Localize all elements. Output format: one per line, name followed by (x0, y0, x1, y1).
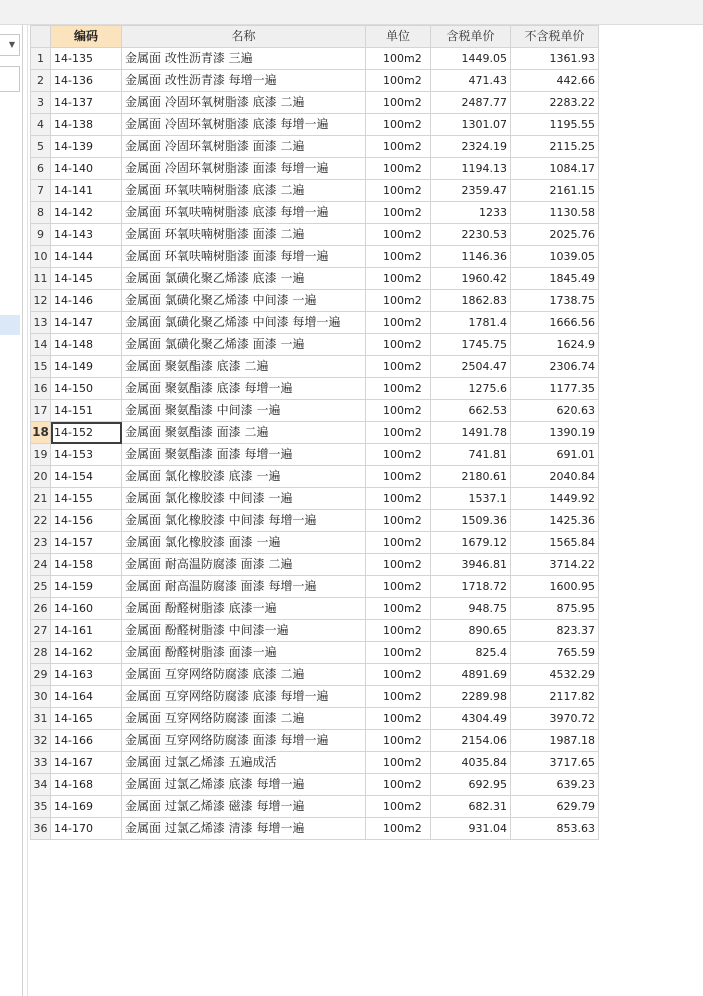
quota-grid (30, 25, 599, 840)
code-cell[interactable]: 14-170 (51, 818, 122, 840)
table-row[interactable] (31, 576, 599, 598)
unit-cell[interactable]: 100m2 (366, 708, 431, 730)
unit-cell[interactable]: 100m2 (366, 378, 431, 400)
table-row[interactable] (31, 312, 599, 334)
notax-price-cell[interactable]: 2040.84 (511, 466, 599, 488)
name-cell[interactable]: 金属面 聚氨酯漆 中间漆 一遍 (122, 400, 366, 422)
unit-cell[interactable]: 100m2 (366, 774, 431, 796)
tax-price-cell[interactable]: 1275.6 (431, 378, 511, 400)
table-row[interactable] (31, 664, 599, 686)
notax-price-cell[interactable]: 2283.22 (511, 92, 599, 114)
name-cell[interactable]: 金属面 冷固环氧树脂漆 底漆 二遍 (122, 92, 366, 114)
col-header-name[interactable]: 名称 (122, 26, 366, 48)
name-cell[interactable]: 金属面 改性沥青漆 每增一遍 (122, 70, 366, 92)
notax-price-cell[interactable]: 1565.84 (511, 532, 599, 554)
row-number[interactable]: 25 (31, 576, 51, 598)
unit-cell[interactable]: 100m2 (366, 818, 431, 840)
tax-price-cell[interactable]: 2324.19 (431, 136, 511, 158)
code-cell[interactable]: 14-160 (51, 598, 122, 620)
code-cell[interactable]: 14-152 (51, 422, 122, 444)
row-number[interactable]: 19 (31, 444, 51, 466)
notax-price-cell[interactable]: 4532.29 (511, 664, 599, 686)
panel-divider (27, 25, 28, 996)
notax-price-cell[interactable]: 1738.75 (511, 290, 599, 312)
row-number[interactable]: 27 (31, 620, 51, 642)
tax-price-cell[interactable]: 1718.72 (431, 576, 511, 598)
tax-price-cell[interactable]: 1491.78 (431, 422, 511, 444)
name-cell[interactable]: 金属面 互穿网络防腐漆 面漆 每增一遍 (122, 730, 366, 752)
unit-cell[interactable]: 100m2 (366, 158, 431, 180)
row-number[interactable]: 16 (31, 378, 51, 400)
row-number[interactable]: 9 (31, 224, 51, 246)
notax-price-cell[interactable]: 1177.35 (511, 378, 599, 400)
code-cell[interactable]: 14-151 (51, 400, 122, 422)
table-row[interactable] (31, 114, 599, 136)
unit-cell[interactable]: 100m2 (366, 268, 431, 290)
notax-price-cell[interactable]: 1084.17 (511, 158, 599, 180)
unit-cell[interactable]: 100m2 (366, 730, 431, 752)
name-cell[interactable]: 金属面 氯化橡胶漆 底漆 一遍 (122, 466, 366, 488)
tax-price-cell[interactable]: 890.65 (431, 620, 511, 642)
row-number[interactable]: 2 (31, 70, 51, 92)
quota-table (30, 25, 599, 840)
tax-price-cell[interactable]: 741.81 (431, 444, 511, 466)
code-cell[interactable]: 14-163 (51, 664, 122, 686)
name-cell[interactable]: 金属面 互穿网络防腐漆 底漆 每增一遍 (122, 686, 366, 708)
name-cell[interactable]: 金属面 过氯乙烯漆 磁漆 每增一遍 (122, 796, 366, 818)
code-cell[interactable]: 14-155 (51, 488, 122, 510)
tax-price-cell[interactable]: 2289.98 (431, 686, 511, 708)
tax-price-cell[interactable]: 2504.47 (431, 356, 511, 378)
code-cell[interactable]: 14-166 (51, 730, 122, 752)
code-cell[interactable]: 14-138 (51, 114, 122, 136)
name-cell[interactable]: 金属面 过氯乙烯漆 底漆 每增一遍 (122, 774, 366, 796)
code-cell[interactable]: 14-145 (51, 268, 122, 290)
name-cell[interactable]: 金属面 氯化橡胶漆 中间漆 每增一遍 (122, 510, 366, 532)
row-number[interactable]: 35 (31, 796, 51, 818)
header-row (31, 26, 599, 48)
unit-cell[interactable]: 100m2 (366, 576, 431, 598)
name-cell[interactable]: 金属面 过氯乙烯漆 清漆 每增一遍 (122, 818, 366, 840)
notax-price-cell[interactable]: 1600.95 (511, 576, 599, 598)
name-cell[interactable]: 金属面 氯磺化聚乙烯漆 面漆 一遍 (122, 334, 366, 356)
col-header-code[interactable]: 编码 (51, 26, 122, 48)
unit-cell[interactable]: 100m2 (366, 114, 431, 136)
table-row[interactable] (31, 642, 599, 664)
unit-cell[interactable]: 100m2 (366, 180, 431, 202)
tree-selected-item[interactable] (0, 315, 20, 335)
tax-price-cell[interactable]: 1537.1 (431, 488, 511, 510)
unit-cell[interactable]: 100m2 (366, 202, 431, 224)
tax-price-cell[interactable]: 1146.36 (431, 246, 511, 268)
code-cell[interactable]: 14-148 (51, 334, 122, 356)
name-cell[interactable]: 金属面 聚氨酯漆 底漆 二遍 (122, 356, 366, 378)
code-cell[interactable]: 14-167 (51, 752, 122, 774)
row-number[interactable]: 23 (31, 532, 51, 554)
unit-cell[interactable]: 100m2 (366, 48, 431, 70)
table-row[interactable] (31, 268, 599, 290)
row-number[interactable]: 31 (31, 708, 51, 730)
row-number[interactable]: 13 (31, 312, 51, 334)
row-number[interactable]: 29 (31, 664, 51, 686)
unit-cell[interactable]: 100m2 (366, 642, 431, 664)
table-row[interactable] (31, 488, 599, 510)
row-number[interactable]: 22 (31, 510, 51, 532)
table-row[interactable] (31, 686, 599, 708)
name-cell[interactable]: 金属面 冷固环氧树脂漆 面漆 二遍 (122, 136, 366, 158)
tax-price-cell[interactable]: 1679.12 (431, 532, 511, 554)
tax-price-cell[interactable]: 2487.77 (431, 92, 511, 114)
tax-price-cell[interactable]: 4891.69 (431, 664, 511, 686)
tax-price-cell[interactable]: 1301.07 (431, 114, 511, 136)
table-row[interactable] (31, 290, 599, 312)
notax-price-cell[interactable]: 1130.58 (511, 202, 599, 224)
unit-cell[interactable]: 100m2 (366, 290, 431, 312)
tax-price-cell[interactable]: 1509.36 (431, 510, 511, 532)
notax-price-cell[interactable]: 620.63 (511, 400, 599, 422)
table-row[interactable] (31, 400, 599, 422)
name-cell[interactable]: 金属面 耐高温防腐漆 面漆 二遍 (122, 554, 366, 576)
row-number[interactable]: 33 (31, 752, 51, 774)
row-number[interactable]: 26 (31, 598, 51, 620)
unit-cell[interactable]: 100m2 (366, 70, 431, 92)
name-cell[interactable]: 金属面 氯化橡胶漆 中间漆 一遍 (122, 488, 366, 510)
row-number[interactable]: 11 (31, 268, 51, 290)
code-cell[interactable]: 14-164 (51, 686, 122, 708)
table-row[interactable] (31, 796, 599, 818)
top-toolbar (0, 0, 703, 25)
notax-price-cell[interactable]: 1039.05 (511, 246, 599, 268)
table-row[interactable] (31, 180, 599, 202)
name-cell[interactable]: 金属面 互穿网络防腐漆 面漆 二遍 (122, 708, 366, 730)
unit-cell[interactable]: 100m2 (366, 796, 431, 818)
unit-cell[interactable]: 100m2 (366, 488, 431, 510)
tax-price-cell[interactable]: 2180.61 (431, 466, 511, 488)
tax-price-cell[interactable]: 931.04 (431, 818, 511, 840)
table-row[interactable] (31, 708, 599, 730)
notax-price-cell[interactable]: 2115.25 (511, 136, 599, 158)
name-cell[interactable]: 金属面 氯磺化聚乙烯漆 底漆 一遍 (122, 268, 366, 290)
unit-cell[interactable]: 100m2 (366, 422, 431, 444)
name-cell[interactable]: 金属面 氯磺化聚乙烯漆 中间漆 每增一遍 (122, 312, 366, 334)
tax-price-cell[interactable]: 2230.53 (431, 224, 511, 246)
table-row[interactable] (31, 378, 599, 400)
row-number[interactable]: 24 (31, 554, 51, 576)
notax-price-cell[interactable]: 1624.9 (511, 334, 599, 356)
code-cell[interactable]: 14-146 (51, 290, 122, 312)
row-number[interactable]: 21 (31, 488, 51, 510)
name-cell[interactable]: 金属面 冷固环氧树脂漆 底漆 每增一遍 (122, 114, 366, 136)
unit-cell[interactable]: 100m2 (366, 400, 431, 422)
code-cell[interactable]: 14-143 (51, 224, 122, 246)
code-cell[interactable]: 14-159 (51, 576, 122, 598)
code-cell[interactable]: 14-149 (51, 356, 122, 378)
notax-price-cell[interactable]: 1449.92 (511, 488, 599, 510)
row-number[interactable]: 5 (31, 136, 51, 158)
table-row[interactable] (31, 158, 599, 180)
table-row[interactable] (31, 92, 599, 114)
tax-price-cell[interactable]: 1960.42 (431, 268, 511, 290)
name-cell[interactable]: 金属面 酚醛树脂漆 中间漆一遍 (122, 620, 366, 642)
unit-cell[interactable]: 100m2 (366, 510, 431, 532)
notax-price-cell[interactable]: 2025.76 (511, 224, 599, 246)
unit-cell[interactable]: 100m2 (366, 554, 431, 576)
table-row[interactable] (31, 818, 599, 840)
tax-price-cell[interactable]: 2154.06 (431, 730, 511, 752)
notax-price-cell[interactable]: 639.23 (511, 774, 599, 796)
name-cell[interactable]: 金属面 聚氨酯漆 面漆 二遍 (122, 422, 366, 444)
row-number[interactable]: 6 (31, 158, 51, 180)
table-row[interactable] (31, 532, 599, 554)
name-cell[interactable]: 金属面 聚氨酯漆 底漆 每增一遍 (122, 378, 366, 400)
table-row[interactable] (31, 730, 599, 752)
unit-cell[interactable]: 100m2 (366, 334, 431, 356)
code-cell[interactable]: 14-154 (51, 466, 122, 488)
tax-price-cell[interactable]: 1862.83 (431, 290, 511, 312)
row-number[interactable]: 10 (31, 246, 51, 268)
tax-price-cell[interactable]: 825.4 (431, 642, 511, 664)
corner-cell[interactable] (31, 26, 51, 48)
tax-price-cell[interactable]: 948.75 (431, 598, 511, 620)
notax-price-cell[interactable]: 1195.55 (511, 114, 599, 136)
tax-price-cell[interactable]: 1233 (431, 202, 511, 224)
col-header-tax-price[interactable]: 含税单价 (431, 26, 511, 48)
notax-price-cell[interactable]: 2117.82 (511, 686, 599, 708)
unit-cell[interactable]: 100m2 (366, 224, 431, 246)
category-dropdown[interactable] (0, 34, 20, 56)
row-number[interactable]: 8 (31, 202, 51, 224)
row-number[interactable]: 36 (31, 818, 51, 840)
notax-price-cell[interactable]: 691.01 (511, 444, 599, 466)
notax-price-cell[interactable]: 1425.36 (511, 510, 599, 532)
name-cell[interactable]: 金属面 酚醛树脂漆 底漆一遍 (122, 598, 366, 620)
code-cell[interactable]: 14-168 (51, 774, 122, 796)
name-cell[interactable]: 金属面 环氧呋喃树脂漆 底漆 二遍 (122, 180, 366, 202)
table-row[interactable] (31, 70, 599, 92)
code-cell[interactable]: 14-136 (51, 70, 122, 92)
unit-cell[interactable]: 100m2 (366, 598, 431, 620)
row-number[interactable]: 1 (31, 48, 51, 70)
code-cell[interactable]: 14-162 (51, 642, 122, 664)
tax-price-cell[interactable]: 3946.81 (431, 554, 511, 576)
notax-price-cell[interactable]: 853.63 (511, 818, 599, 840)
unit-cell[interactable]: 100m2 (366, 312, 431, 334)
table-row[interactable] (31, 510, 599, 532)
name-cell[interactable]: 金属面 环氧呋喃树脂漆 面漆 二遍 (122, 224, 366, 246)
unit-cell[interactable]: 100m2 (366, 752, 431, 774)
name-cell[interactable]: 金属面 氯化橡胶漆 面漆 一遍 (122, 532, 366, 554)
table-row[interactable] (31, 466, 599, 488)
col-header-notax-price[interactable]: 不含税单价 (511, 26, 599, 48)
unit-cell[interactable]: 100m2 (366, 686, 431, 708)
table-row[interactable] (31, 598, 599, 620)
tax-price-cell[interactable]: 471.43 (431, 70, 511, 92)
unit-cell[interactable]: 100m2 (366, 664, 431, 686)
table-row[interactable] (31, 752, 599, 774)
row-number[interactable]: 4 (31, 114, 51, 136)
row-number[interactable]: 7 (31, 180, 51, 202)
unit-cell[interactable]: 100m2 (366, 444, 431, 466)
row-number[interactable]: 34 (31, 774, 51, 796)
unit-cell[interactable]: 100m2 (366, 466, 431, 488)
tax-price-cell[interactable]: 1194.13 (431, 158, 511, 180)
unit-cell[interactable]: 100m2 (366, 620, 431, 642)
row-number[interactable]: 15 (31, 356, 51, 378)
unit-cell[interactable]: 100m2 (366, 92, 431, 114)
notax-price-cell[interactable]: 1845.49 (511, 268, 599, 290)
unit-cell[interactable]: 100m2 (366, 356, 431, 378)
code-cell[interactable]: 14-147 (51, 312, 122, 334)
tax-price-cell[interactable]: 1781.4 (431, 312, 511, 334)
row-number[interactable]: 18 (31, 422, 51, 444)
notax-price-cell[interactable]: 3970.72 (511, 708, 599, 730)
name-cell[interactable]: 金属面 过氯乙烯漆 五遍成活 (122, 752, 366, 774)
code-cell[interactable]: 14-157 (51, 532, 122, 554)
code-cell[interactable]: 14-150 (51, 378, 122, 400)
notax-price-cell[interactable]: 442.66 (511, 70, 599, 92)
code-cell[interactable]: 14-153 (51, 444, 122, 466)
notax-price-cell[interactable]: 875.95 (511, 598, 599, 620)
tax-price-cell[interactable]: 2359.47 (431, 180, 511, 202)
tax-price-cell[interactable]: 1449.05 (431, 48, 511, 70)
notax-price-cell[interactable]: 2306.74 (511, 356, 599, 378)
tax-price-cell[interactable]: 692.95 (431, 774, 511, 796)
tax-price-cell[interactable]: 662.53 (431, 400, 511, 422)
search-input[interactable] (0, 66, 20, 92)
notax-price-cell[interactable]: 823.37 (511, 620, 599, 642)
row-number[interactable]: 20 (31, 466, 51, 488)
name-cell[interactable]: 金属面 冷固环氧树脂漆 面漆 每增一遍 (122, 158, 366, 180)
name-cell[interactable]: 金属面 互穿网络防腐漆 底漆 二遍 (122, 664, 366, 686)
row-number[interactable]: 32 (31, 730, 51, 752)
notax-price-cell[interactable]: 3714.22 (511, 554, 599, 576)
table-row[interactable] (31, 224, 599, 246)
notax-price-cell[interactable]: 2161.15 (511, 180, 599, 202)
tax-price-cell[interactable]: 682.31 (431, 796, 511, 818)
name-cell[interactable]: 金属面 聚氨酯漆 面漆 每增一遍 (122, 444, 366, 466)
name-cell[interactable]: 金属面 环氧呋喃树脂漆 面漆 每增一遍 (122, 246, 366, 268)
table-row[interactable] (31, 444, 599, 466)
tax-price-cell[interactable]: 1745.75 (431, 334, 511, 356)
table-row[interactable] (31, 422, 599, 444)
left-panel (0, 25, 23, 996)
unit-cell[interactable]: 100m2 (366, 532, 431, 554)
unit-cell[interactable]: 100m2 (366, 246, 431, 268)
notax-price-cell[interactable]: 1987.18 (511, 730, 599, 752)
notax-price-cell[interactable]: 1666.56 (511, 312, 599, 334)
code-cell[interactable]: 14-161 (51, 620, 122, 642)
table-row[interactable] (31, 246, 599, 268)
notax-price-cell[interactable]: 1390.19 (511, 422, 599, 444)
code-cell[interactable]: 14-139 (51, 136, 122, 158)
notax-price-cell[interactable]: 1361.93 (511, 48, 599, 70)
tax-price-cell[interactable]: 4304.49 (431, 708, 511, 730)
name-cell[interactable]: 金属面 酚醛树脂漆 面漆一遍 (122, 642, 366, 664)
name-cell[interactable]: 金属面 改性沥青漆 三遍 (122, 48, 366, 70)
code-cell[interactable]: 14-144 (51, 246, 122, 268)
tax-price-cell[interactable]: 4035.84 (431, 752, 511, 774)
table-row[interactable] (31, 136, 599, 158)
row-number[interactable]: 17 (31, 400, 51, 422)
unit-cell[interactable]: 100m2 (366, 136, 431, 158)
code-cell[interactable]: 14-156 (51, 510, 122, 532)
table-row[interactable] (31, 48, 599, 70)
table-row[interactable] (31, 356, 599, 378)
code-cell[interactable]: 14-141 (51, 180, 122, 202)
code-cell[interactable]: 14-169 (51, 796, 122, 818)
table-row[interactable] (31, 334, 599, 356)
chevron-down-icon: ▼ (8, 40, 15, 49)
table-row[interactable] (31, 774, 599, 796)
table-row[interactable] (31, 554, 599, 576)
row-number[interactable]: 14 (31, 334, 51, 356)
code-cell[interactable]: 14-158 (51, 554, 122, 576)
row-number[interactable]: 3 (31, 92, 51, 114)
code-cell[interactable]: 14-137 (51, 92, 122, 114)
table-row[interactable] (31, 202, 599, 224)
notax-price-cell[interactable]: 765.59 (511, 642, 599, 664)
row-number[interactable]: 30 (31, 686, 51, 708)
code-cell[interactable]: 14-142 (51, 202, 122, 224)
name-cell[interactable]: 金属面 耐高温防腐漆 面漆 每增一遍 (122, 576, 366, 598)
row-number[interactable]: 28 (31, 642, 51, 664)
notax-price-cell[interactable]: 629.79 (511, 796, 599, 818)
code-cell[interactable]: 14-165 (51, 708, 122, 730)
code-cell[interactable]: 14-140 (51, 158, 122, 180)
code-cell[interactable]: 14-135 (51, 48, 122, 70)
col-header-unit[interactable]: 单位 (366, 26, 431, 48)
name-cell[interactable]: 金属面 环氧呋喃树脂漆 底漆 每增一遍 (122, 202, 366, 224)
name-cell[interactable]: 金属面 氯磺化聚乙烯漆 中间漆 一遍 (122, 290, 366, 312)
table-row[interactable] (31, 620, 599, 642)
notax-price-cell[interactable]: 3717.65 (511, 752, 599, 774)
row-number[interactable]: 12 (31, 290, 51, 312)
